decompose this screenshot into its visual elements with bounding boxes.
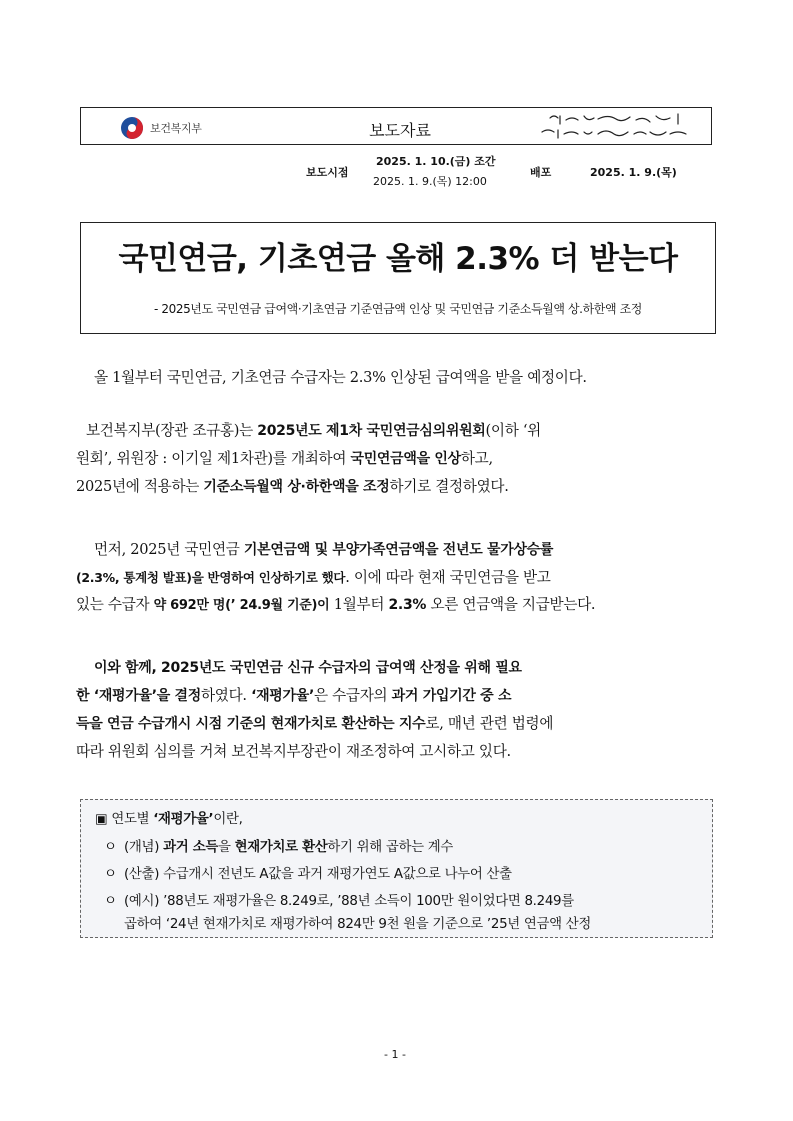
paragraph-3-line-2: (2.3%, 통계청 발표)을 반영하여 인상하기로 했다. 이에 따라 현재 국민연금을 받고 — [76, 569, 551, 586]
paragraph-2-line-2: 원회’, 위원장 : 이기일 제1차관)를 개최하여 국민연금액을 인상하고, — [76, 450, 493, 467]
info-item-concept: ㅇ (개념) 과거 소득을 현재가치로 환산하기 위해 곱하는 계수 — [104, 836, 453, 855]
info-item-example-continued: 곱하여 ‘24년 현재가치로 재평가하여 824만 9천 원을 기준으로 ’25년 연금액 산정 — [124, 917, 592, 932]
paragraph-4-line-2: 한 ‘재평가율’을 결정하였다. ‘재평가율’은 수급자의 과거 가입기간 중 소 — [76, 687, 512, 704]
page-title: 국민연금, 기초연금 올해 2.3% 더 받는다 — [118, 241, 678, 277]
page-number: - 1 - — [384, 1048, 406, 1061]
embargo-label: 보도시점 — [306, 166, 349, 179]
square-bullet-icon: ▣ — [95, 812, 108, 827]
embargo-time-1: 2025. 1. 10.(금) 조간 — [376, 155, 496, 168]
taegeuk-logo-icon — [120, 116, 144, 140]
paragraph-4-line-1: 이와 함께, 2025년도 국민연금 신규 수급자의 급여액 산정을 위해 필요 — [94, 660, 522, 676]
paragraph-2-line-3: 2025년에 적용하는 기준소득월액 상·하한액을 조정하기로 결정하였다. — [76, 478, 509, 495]
paragraph-1 — [94, 364, 714, 391]
paragraph-2 — [76, 417, 721, 501]
paragraph-3-line-1: 먼저, 2025년 국민연금 기본연금액 및 부양가족연금액을 전년도 물가상승률 — [94, 541, 554, 558]
circle-bullet-icon: ㅇ — [104, 840, 117, 855]
handwritten-slogan — [538, 110, 708, 142]
paragraph-4 — [76, 654, 721, 765]
info-item-calculation: ㅇ (산출) 수급개시 전년도 A값을 과거 재평가연도 A값으로 나누어 산출 — [104, 863, 512, 882]
info-item-example: ㅇ (예시) ’88년도 재평가율은 8.249로, ’88년 소득이 100만 원이었다면 8.249를 — [104, 890, 574, 909]
distribution-label: 배포 — [530, 166, 552, 179]
circle-bullet-icon: ㅇ — [104, 894, 117, 909]
subtitle: - 2025년도 국민연금 급여액·기초연금 기준연금액 인상 및 국민연금 기준소득월액 상.하한액 조정 — [154, 302, 642, 316]
distribution-date: 2025. 1. 9.(목) — [590, 166, 677, 179]
ministry-logo-text: 보건복지부 — [150, 122, 202, 135]
info-box-heading: ▣ 연도별 ‘재평가율’이란, — [95, 812, 243, 827]
paragraph-2-line-1: 보건복지부(장관 조규홍)는 2025년도 제1차 국민연금심의위원회(이하 ‘위 — [86, 422, 541, 439]
press-release-label: 보도자료 — [369, 121, 431, 140]
paragraph-3-line-3: 있는 수급자 약 692만 명(’ 24.9월 기준)이 1월부터 2.3% 오른 연금액을 지급받는다. — [76, 596, 596, 613]
paragraph-4-line-3: 득을 연금 수급개시 시점 기준의 현재가치로 환산하는 지수로, 매년 관련 법령에 — [76, 715, 554, 732]
ministry-logo — [120, 116, 202, 140]
paragraph-3 — [76, 536, 721, 619]
circle-bullet-icon: ㅇ — [104, 867, 117, 882]
handwritten-slogan-graphic — [538, 110, 708, 142]
embargo-time-2: 2025. 1. 9.(목) 12:00 — [373, 175, 487, 188]
paragraph-1-text: 올 1월부터 국민연금, 기초연금 수급자는 2.3% 인상된 급여액을 받을 예정이다. — [94, 369, 587, 386]
paragraph-4-line-4: 따라 위원회 심의를 거쳐 보건복지부장관이 재조정하여 고시하고 있다. — [76, 743, 511, 760]
